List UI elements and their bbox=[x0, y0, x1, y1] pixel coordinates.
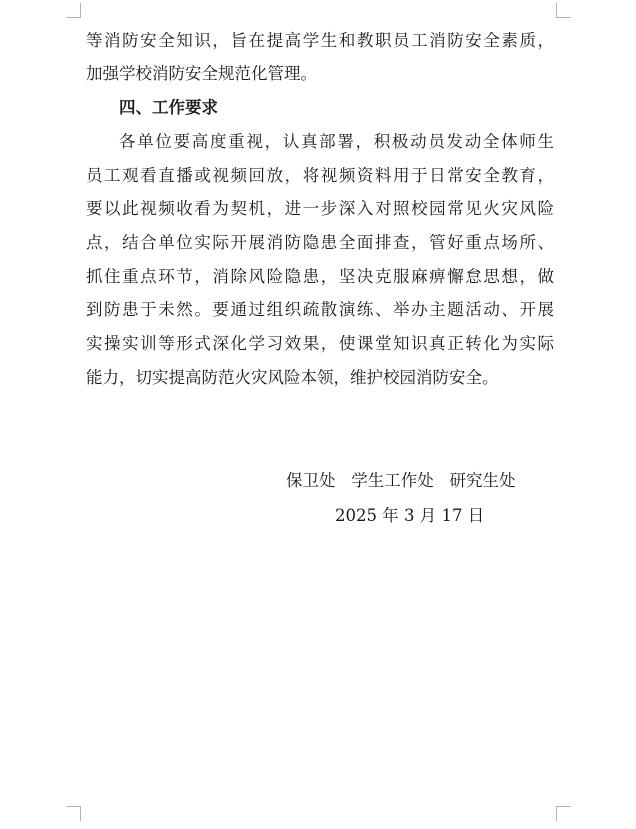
page-corner-mark-bottom-left bbox=[66, 806, 81, 821]
signature-departments: 保卫处 学生工作处 研究生处 bbox=[286, 471, 516, 490]
paragraph-line: 到防患于未然。要通过组织疏散演练、举办主题活动、开展 bbox=[86, 300, 554, 319]
paragraph-line: 抓住重点环节，消除风险隐患，坚决克服麻痹懈怠思想，做 bbox=[86, 267, 554, 286]
paragraph-line: 要以此视频收看为契机，进一步深入对照校园常见火灾风险 bbox=[86, 199, 554, 218]
paragraph-line: 实操实训等形式深化学习效果，使课堂知识真正转化为实际 bbox=[86, 334, 554, 353]
page-corner-mark-bottom-right bbox=[556, 806, 571, 821]
page-corner-mark-top-right bbox=[556, 3, 571, 18]
paragraph-line: 能力，切实提高防范火灾风险本领，维护校园消防安全。 bbox=[86, 368, 499, 387]
paragraph-line: 各单位要高度重视，认真部署，积极动员发动全体师生 bbox=[119, 132, 554, 151]
paragraph-line: 加强学校消防安全规范化管理。 bbox=[86, 64, 317, 83]
paragraph-line: 员工观看直播或视频回放，将视频资料用于日常安全教育， bbox=[86, 166, 554, 185]
signature-date: 2025 年 3 月 17 日 bbox=[335, 506, 485, 525]
paragraph-line: 点，结合单位实际开展消防隐患全面排查，管好重点场所、 bbox=[86, 233, 554, 252]
section-heading: 四、工作要求 bbox=[119, 98, 218, 117]
paragraph-line: 等消防安全知识，旨在提高学生和教职员工消防安全素质， bbox=[86, 31, 554, 50]
page-corner-mark-top-left bbox=[66, 3, 81, 18]
